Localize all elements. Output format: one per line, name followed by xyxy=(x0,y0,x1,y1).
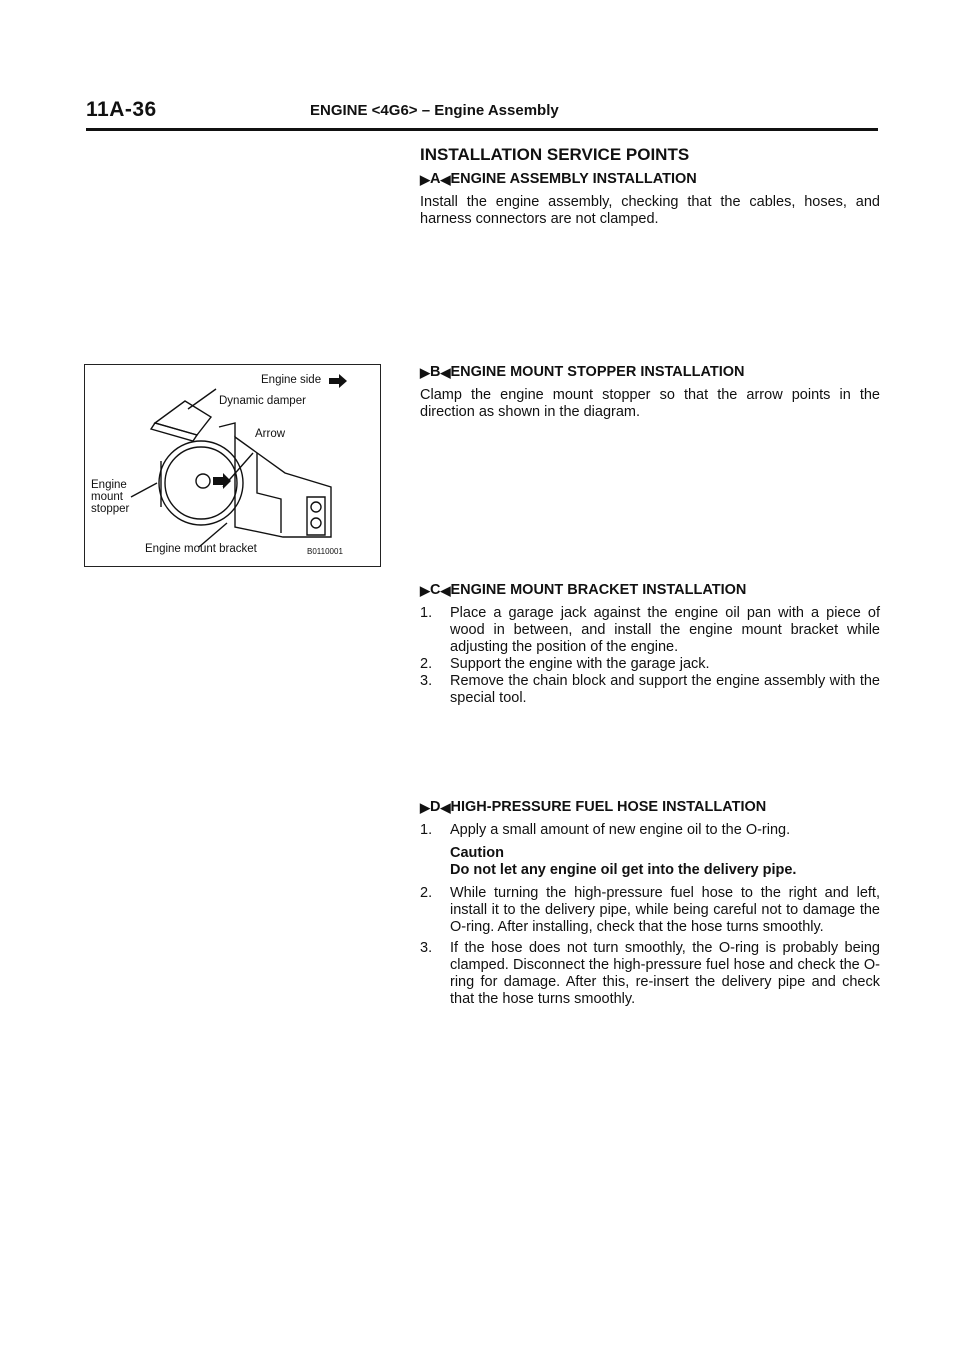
bracket-body xyxy=(235,437,331,537)
header-rule xyxy=(86,128,878,131)
section-d-marker: D xyxy=(430,799,441,815)
stopper-center xyxy=(196,474,210,488)
section-b-heading xyxy=(420,364,880,381)
section-b xyxy=(420,364,880,421)
caution-note xyxy=(420,845,880,879)
left-triangle-icon: ◀ xyxy=(440,172,451,187)
leader-dynamic-damper xyxy=(188,389,216,409)
section-d-steps xyxy=(420,822,880,839)
figure-code: B0110001 xyxy=(307,547,343,556)
section-d xyxy=(420,799,880,1008)
section-title: ENGINE <4G6> – Engine Assembly xyxy=(310,102,559,119)
engine-mount-stopper xyxy=(159,441,243,525)
section-c-steps xyxy=(420,605,880,707)
section-a-body: Install the engine assembly, checking that the cables, hoses, and harness connectors are not clamped. xyxy=(420,194,880,227)
engine-side-arrow-icon xyxy=(329,374,347,388)
section-c xyxy=(420,582,880,707)
section-a-marker: A xyxy=(430,171,441,187)
right-triangle-icon: ▶ xyxy=(420,800,430,815)
section-c-marker: C xyxy=(430,582,441,598)
list-item: 3. Remove the chain block and support the engine assembly with the special tool. xyxy=(420,673,880,706)
engine-mount-figure xyxy=(84,364,381,567)
label-engine-mount-bracket: Engine mount bracket xyxy=(145,543,257,555)
label-engine-mount-stopper-2: mount xyxy=(91,491,123,503)
section-d-steps-cont xyxy=(420,885,880,1008)
damper-housing xyxy=(155,401,211,435)
section-a-heading xyxy=(420,171,880,188)
label-arrow: Arrow xyxy=(255,428,286,440)
page-number: 11A-36 xyxy=(86,98,157,121)
page-header xyxy=(86,98,876,126)
caution-text: Do not let any engine oil get into the delivery pipe. xyxy=(450,862,797,878)
right-triangle-icon: ▶ xyxy=(420,583,430,598)
section-a xyxy=(420,146,880,228)
left-triangle-icon: ◀ xyxy=(440,365,451,380)
section-b-body: Clamp the engine mount stopper so that the arrow points in the direction as shown in the diagram. xyxy=(420,387,880,420)
right-triangle-icon: ▶ xyxy=(420,172,430,187)
left-triangle-icon: ◀ xyxy=(440,583,451,598)
damper-housing-side xyxy=(151,423,197,441)
section-a-title: ENGINE ASSEMBLY INSTALLATION xyxy=(450,171,697,187)
right-triangle-icon: ▶ xyxy=(420,365,430,380)
list-item: 2. Support the engine with the garage jack. xyxy=(420,656,710,672)
label-engine-mount-stopper-3: stopper xyxy=(91,503,130,515)
list-item: 2. While turning the high-pressure fuel hose to the right and left, install it to the delivery pipe, while being careful not to damage the O-ring. After installing, check that the hose turns smoothly. xyxy=(420,885,880,935)
label-dynamic-damper: Dynamic damper xyxy=(219,395,306,407)
list-item: 1. Place a garage jack against the engine oil pan with a piece of wood in between, and install the engine mount bracket while adjusting the position of the engine. xyxy=(420,605,880,655)
bracket-plate xyxy=(307,497,325,535)
section-d-title: HIGH-PRESSURE FUEL HOSE INSTALLATION xyxy=(450,799,767,815)
section-b-marker: B xyxy=(430,364,441,380)
main-heading: INSTALLATION SERVICE POINTS xyxy=(420,145,690,164)
list-item: 1. Apply a small amount of new engine oil to the O-ring. xyxy=(420,822,791,838)
left-triangle-icon: ◀ xyxy=(440,800,451,815)
label-engine-mount-stopper-1: Engine xyxy=(91,479,127,491)
bracket-top xyxy=(219,423,235,437)
section-c-title: ENGINE MOUNT BRACKET INSTALLATION xyxy=(450,582,747,598)
section-c-heading xyxy=(420,582,880,599)
bracket-flange xyxy=(257,453,281,533)
section-d-heading xyxy=(420,799,880,816)
stopper-arrow-icon xyxy=(213,473,231,489)
bolt-hole-upper xyxy=(311,502,321,512)
label-engine-side: Engine side xyxy=(261,374,322,386)
caution-title: Caution xyxy=(450,845,504,861)
section-b-title: ENGINE MOUNT STOPPER INSTALLATION xyxy=(450,364,745,380)
list-item: 3. If the hose does not turn smoothly, the O-ring is probably being clamped. Disconnect the high-pressure fuel hose and check the O-ring for damage. After this, re-insert the delivery pipe and check that the hose turns smoothly. xyxy=(420,940,880,1007)
bolt-hole-lower xyxy=(311,518,321,528)
leader-stopper xyxy=(131,483,157,497)
